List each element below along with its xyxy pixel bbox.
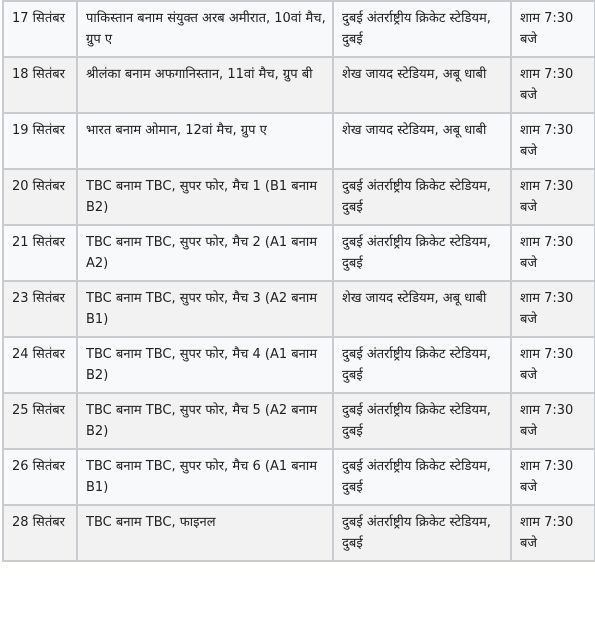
match-cell: TBC बनाम TBC, सुपर फोर, मैच 6 (A1 बनाम B1) (77, 449, 333, 505)
table-row (3, 113, 595, 169)
time-cell: शाम 7:30 बजे (511, 281, 595, 337)
date-cell: 19 सितंबर (3, 113, 77, 169)
table-row (3, 337, 595, 393)
venue-cell: दुबई अंतर्राष्ट्रीय क्रिकेट स्टेडियम, दुबई (333, 225, 511, 281)
venue-cell: दुबई अंतर्राष्ट्रीय क्रिकेट स्टेडियम, दुबई (333, 393, 511, 449)
table-row (3, 225, 595, 281)
time-cell: शाम 7:30 बजे (511, 393, 595, 449)
date-cell: 18 सितंबर (3, 57, 77, 113)
table-row (3, 505, 595, 561)
match-cell: TBC बनाम TBC, सुपर फोर, मैच 2 (A1 बनाम A2) (77, 225, 333, 281)
venue-cell: दुबई अंतर्राष्ट्रीय क्रिकेट स्टेडियम, दुबई (333, 1, 511, 57)
date-cell: 26 सितंबर (3, 449, 77, 505)
table-row (3, 169, 595, 225)
match-schedule-table (2, 0, 595, 562)
match-cell: भारत बनाम ओमान, 12वां मैच, ग्रुप ए (77, 113, 333, 169)
time-cell: शाम 7:30 बजे (511, 169, 595, 225)
time-cell: शाम 7:30 बजे (511, 1, 595, 57)
venue-cell: दुबई अंतर्राष्ट्रीय क्रिकेट स्टेडियम, दुबई (333, 449, 511, 505)
table-row (3, 393, 595, 449)
match-cell: पाकिस्तान बनाम संयुक्त अरब अमीरात, 10वां मैच, ग्रुप ए (77, 1, 333, 57)
table-row (3, 449, 595, 505)
match-cell: श्रीलंका बनाम अफगानिस्तान, 11वां मैच, ग्रुप बी (77, 57, 333, 113)
venue-cell: शेख जायद स्टेडियम, अबू धाबी (333, 113, 511, 169)
time-cell: शाम 7:30 बजे (511, 57, 595, 113)
venue-cell: दुबई अंतर्राष्ट्रीय क्रिकेट स्टेडियम, दुबई (333, 337, 511, 393)
match-cell: TBC बनाम TBC, सुपर फोर, मैच 5 (A2 बनाम B2) (77, 393, 333, 449)
table-row (3, 281, 595, 337)
table-row (3, 57, 595, 113)
time-cell: शाम 7:30 बजे (511, 225, 595, 281)
match-cell: TBC बनाम TBC, सुपर फोर, मैच 1 (B1 बनाम B2) (77, 169, 333, 225)
time-cell: शाम 7:30 बजे (511, 113, 595, 169)
match-cell: TBC बनाम TBC, फाइनल (77, 505, 333, 561)
venue-cell: शेख जायद स्टेडियम, अबू धाबी (333, 281, 511, 337)
date-cell: 25 सितंबर (3, 393, 77, 449)
venue-cell: शेख जायद स्टेडियम, अबू धाबी (333, 57, 511, 113)
time-cell: शाम 7:30 बजे (511, 505, 595, 561)
date-cell: 28 सितंबर (3, 505, 77, 561)
venue-cell: दुबई अंतर्राष्ट्रीय क्रिकेट स्टेडियम, दुबई (333, 505, 511, 561)
date-cell: 20 सितंबर (3, 169, 77, 225)
date-cell: 23 सितंबर (3, 281, 77, 337)
match-cell: TBC बनाम TBC, सुपर फोर, मैच 3 (A2 बनाम B1) (77, 281, 333, 337)
match-cell: TBC बनाम TBC, सुपर फोर, मैच 4 (A1 बनाम B2) (77, 337, 333, 393)
date-cell: 24 सितंबर (3, 337, 77, 393)
time-cell: शाम 7:30 बजे (511, 337, 595, 393)
date-cell: 17 सितंबर (3, 1, 77, 57)
time-cell: शाम 7:30 बजे (511, 449, 595, 505)
date-cell: 21 सितंबर (3, 225, 77, 281)
venue-cell: दुबई अंतर्राष्ट्रीय क्रिकेट स्टेडियम, दुबई (333, 169, 511, 225)
table-row (3, 1, 595, 57)
